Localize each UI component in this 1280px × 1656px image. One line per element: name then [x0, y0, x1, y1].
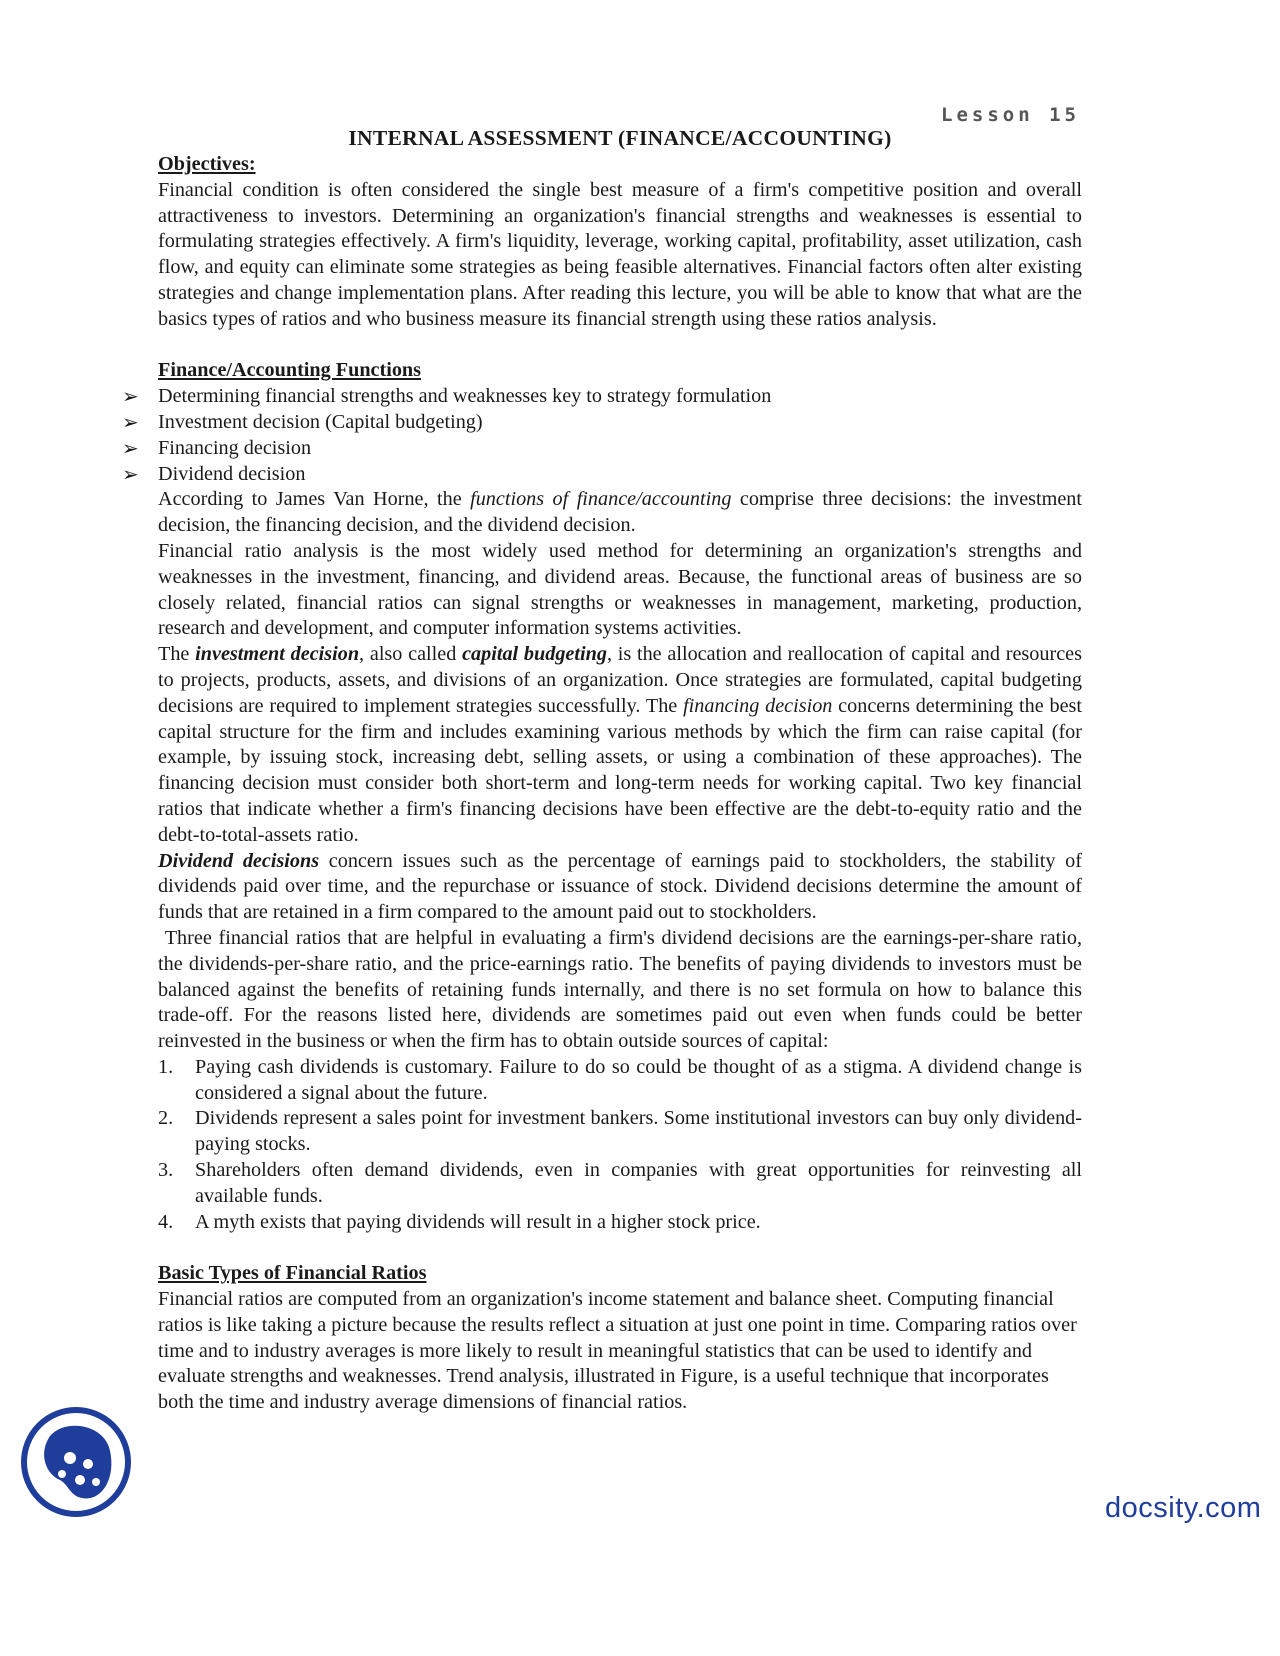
arrow-bullet-icon: ➢ [122, 461, 139, 486]
dividend-decisions-paragraph [158, 849, 1082, 926]
list-item-text: Investment decision (Capital budgeting) [158, 410, 483, 433]
text-run: According to James Van Horne, the [158, 488, 471, 511]
term-investment-decision: investment decision [195, 643, 360, 666]
term-financing-decision: financing decision [683, 694, 833, 717]
list-item [122, 384, 1082, 410]
arrow-bullet-icon: ➢ [122, 435, 139, 460]
spacer [158, 1235, 1082, 1261]
list-item [122, 435, 1082, 462]
text-run: , is the allocation and reallocation of capital and resources to projects, products, assets, and divisions of an organization. Once strategies are formulated, capital budgeting decisions are required to implement strategies successfully. The [158, 643, 1082, 717]
list-item-text: Dividend decision [158, 462, 306, 485]
logo-dot [92, 1478, 100, 1486]
list-item-text: Dividends represent a sales point for investment bankers. Some institutional investors can buy only dividend-paying stocks. [195, 1107, 1082, 1156]
list-item-text: Paying cash dividends is customary. Failure to do so could be thought of as a stigma. A dividend change is considered a signal about the future. [195, 1055, 1082, 1104]
logo-dot [58, 1470, 66, 1478]
list-number: 3. [158, 1159, 174, 1182]
objectives-heading: Objectives: [158, 153, 256, 175]
spacer [158, 333, 1082, 359]
list-item [122, 461, 1082, 488]
document-body [122, 152, 1088, 1416]
text-run: comprise three decisions: the investment decision, the financing decision, and the dividend decision. [158, 488, 1082, 537]
list-item-text: Shareholders often demand dividends, even in companies with great opportunities for reinvesting all available funds. [195, 1159, 1082, 1207]
emphasis-text: functions of finance/accounting [470, 488, 732, 511]
ratios-paragraph: Financial ratios are computed from an organization's income statement and balance sheet. Computing financial ratios is like taking a picture because the results reflect a situation at just one point in time. Comparing ratios over time and to industry averages is more likely to result in meaningful statistics that can be used to identify and evaluate strengths and weaknesses. Trend analysis, illustrated in Figure, is a useful technique that incorporates both the time and industry average dimensions of financial ratios. [158, 1288, 1077, 1414]
arrow-bullet-icon: ➢ [122, 384, 139, 409]
list-item-text: Determining financial strengths and weaknesses key to strategy formulation [158, 385, 772, 408]
text-run: , also called [359, 643, 463, 666]
functions-bullet-list [122, 384, 1082, 487]
docsity-watermark-link[interactable]: docsity.com [1105, 1492, 1262, 1524]
list-item [158, 1106, 1082, 1158]
term-dividend-decisions: Dividend decisions [158, 849, 320, 872]
list-item [158, 1158, 1082, 1210]
investment-decision-paragraph [158, 642, 1082, 848]
text-run: concern issues such as the percentage of earnings paid to stockholders, the stability of dividends paid over time, and the repurchase or issuance of stock. Dividend decisions determine the amount of funds that are retained in a firm compared to the amount paid out to stockholders. [158, 849, 1082, 924]
list-number: 4. [158, 1210, 174, 1233]
list-item [158, 1055, 1082, 1107]
list-number: 1. [158, 1055, 174, 1078]
ratios-heading: Basic Types of Financial Ratios [158, 1262, 427, 1285]
text-run: concerns determining the best capital structure for the firm and includes examining various methods by which the firm can raise capital (for example, by issuing stock, increasing debt, selling assets, or using a combination of these approaches). The financing decision must consider both short-term and long-term needs for working capital. Two key financial ratios that indicate whether a firm's financing decisions have been effective are the debt-to-equity ratio and the debt-to-total-assets ratio. [158, 694, 1083, 846]
ratio-analysis-paragraph: Financial ratio analysis is the most widely used method for determining an organization's strengths and weaknesses in the investment, financing, and dividend areas. Because, the functional areas of business are so closely related, financial ratios can signal strengths or weaknesses in management, marketing, production, research and development, and computer information systems activities. [158, 539, 1082, 640]
term-capital-budgeting: capital budgeting [462, 643, 607, 666]
van-horne-paragraph [158, 487, 1082, 539]
dividend-ratios-paragraph: Three financial ratios that are helpful in evaluating a firm's dividend decisions are the earnings-per-share ratio, the dividends-per-share ratio, and the price-earnings ratio. The benefits of paying dividends to investors must be balanced against the benefits of retaining funds internally, and there is no set formula on how to balance this trade-off. For the reasons listed here, dividends are sometimes paid out even when funds could be better reinvested in the business or when the firm has to obtain outside sources of capital: [158, 926, 1088, 1053]
list-number: 2. [158, 1107, 174, 1130]
text-run: The [158, 643, 196, 666]
logo-dot [83, 1459, 93, 1469]
docsity-logo-icon[interactable] [20, 1406, 132, 1518]
functions-heading: Finance/Accounting Functions [158, 359, 422, 382]
objectives-paragraph: Financial condition is often considered the single best measure of a firm's competitive position and overall attractiveness to investors. Determining an organization's financial strengths and weaknesses is essential to formulating strategies effectively. A firm's liquidity, leverage, working capital, profitability, asset utilization, cash flow, and equity can eliminate some strategies as being feasible alternatives. Financial factors often alter existing strategies and change implementation plans. After reading this lecture, you will be able to know that what are the basics types of ratios and who business measure its financial strength using these ratios analysis. [158, 178, 1082, 330]
list-item-text: Financing decision [158, 436, 312, 459]
list-item [122, 409, 1082, 436]
page-title: INTERNAL ASSESSMENT (FINANCE/ACCOUNTING) [348, 126, 892, 150]
lesson-number: Lesson 15 [941, 104, 1080, 126]
list-item-text: A myth exists that paying dividends will result in a higher stock price. [195, 1210, 761, 1233]
dividend-reasons-list [158, 1055, 1082, 1236]
logo-dot [75, 1475, 85, 1485]
logo-dot [64, 1452, 76, 1464]
list-item [158, 1210, 1082, 1236]
arrow-bullet-icon: ➢ [122, 409, 139, 434]
